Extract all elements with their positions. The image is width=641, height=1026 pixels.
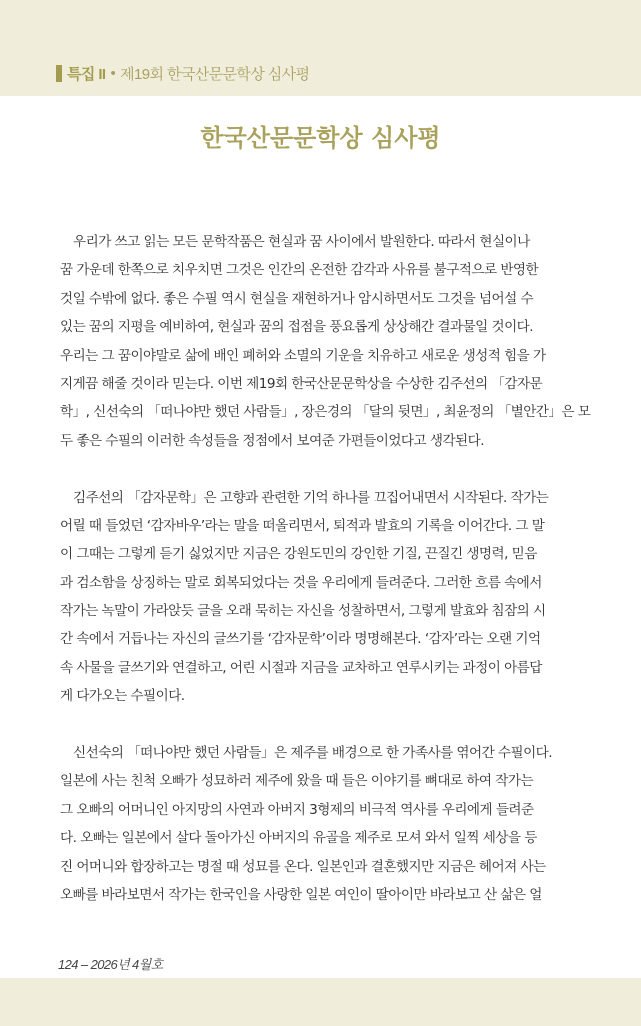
paragraph-1 <box>60 228 590 455</box>
paragraph-3 <box>60 739 590 909</box>
text-line: 우리가 쓰고 읽는 모든 문학작품은 현실과 꿈 사이에서 발원한다. 따라서 현실이나 <box>60 234 530 250</box>
page-footer <box>58 954 163 973</box>
text-line: 이 그때는 그렇게 듣기 싫었지만 지금은 강원도민의 강인한 기질, 끈질긴 생명력, 믿음 <box>60 546 537 563</box>
text-line: 꿈 가운데 한쪽으로 치우치면 그것은 인간의 온전한 감각과 사유를 불구적으로 반영한 <box>60 262 539 279</box>
section-category: 특집 II <box>67 66 106 83</box>
footer-separator: – <box>80 957 88 972</box>
section-label <box>56 63 309 84</box>
text-line: 학」, 신선숙의 「떠나야만 했던 사람들」, 장은경의 「달의 뒷면」, 최윤정의 「별안간」은 모 <box>60 404 591 421</box>
section-subtitle: 제19회 한국산문문학상 심사평 <box>120 66 310 83</box>
text-line: 진 어머니와 합장하고는 명절 때 성묘를 온다. 일본인과 결혼했지만 지금은 헤어져 사는 <box>60 858 546 875</box>
text-line: 두 좋은 수필의 이러한 속성들을 정점에서 보여준 가편들이었다고 생각된다. <box>60 432 484 449</box>
text-line: 오빠를 바라보면서 작가는 한국인을 사랑한 일본 여인이 딸아이만 바라보고 산 삶은 얼 <box>60 886 542 903</box>
paragraph-2 <box>60 484 590 711</box>
text-line: 다. 오빠는 일본에서 살다 돌아가신 아버지의 유골을 제주로 모셔 와서 일찍 세상을 등 <box>60 830 537 847</box>
text-line: 일본에 사는 친척 오빠가 성묘하러 제주에 왔을 때 들은 이야기를 뼈대로 하여 작가는 <box>60 773 534 790</box>
section-marker-bar <box>56 65 62 82</box>
text-line: 게 다가오는 수필이다. <box>60 688 185 705</box>
page-title: 한국산문문학상 심사평 <box>200 124 441 152</box>
text-line: 속 사물을 글쓰기와 연결하고, 어린 시절과 지금을 교차하고 연루시키는 과정이 아름답 <box>60 659 542 676</box>
section-separator: • <box>110 65 116 82</box>
issue-label: 2026년 4월호 <box>90 957 163 972</box>
text-line: 김주선의 「감자문학」은 고향과 관련한 기억 하나를 끄집어내면서 시작된다. 작가는 <box>60 489 549 506</box>
text-line: 있는 꿈의 지평을 예비하여, 현실과 꿈의 접점을 풍요롭게 상상해간 결과물일 것이다. <box>60 319 534 336</box>
text-line: 작가는 녹말이 가라앉듯 글을 오래 묵히는 자신을 성찰하면서, 그렇게 발효와 침잠의 시 <box>60 603 546 620</box>
text-line: 것일 수밖에 없다. 좋은 수필 역시 현실을 재현하거나 암시하면서도 그것을 넘어설 수 <box>60 290 534 307</box>
text-line: 과 검소함을 상징하는 말로 회복되었다는 것을 우리에게 들려준다. 그러한 흐름 속에서 <box>60 574 542 591</box>
text-line: 어릴 때 들었던 ‘감자바우’라는 말을 떠올리면서, 퇴적과 발효의 기록을 이어간다. 그 말 <box>60 517 545 534</box>
page-number: 124 <box>58 957 78 972</box>
text-line: 신선숙의 「떠나야만 했던 사람들」은 제주를 배경으로 한 가족사를 엮어간 수필이다. <box>60 745 553 762</box>
text-line: 지게끔 해줄 것이라 믿는다. 이번 제19회 한국산문문학상을 수상한 김주선의 「감자문 <box>60 375 543 392</box>
article-body <box>60 228 590 909</box>
text-line: 간 속에서 거듭나는 자신의 글쓰기를 ‘감자문학’이라 명명해본다. ‘감자’라는 오랜 기억 <box>60 631 541 648</box>
paragraph-gap <box>60 455 590 483</box>
paragraph-gap <box>60 711 590 739</box>
text-line: 그 오빠의 어머니인 아지망의 사연과 아버지 3형제의 비극적 역사를 우리에게 들려준 <box>60 801 534 818</box>
footer-band <box>0 978 641 1026</box>
text-line: 우리는 그 꿈이야말로 삶에 배인 폐허와 소멸의 기운을 치유하고 새로운 생성적 힘을 가 <box>60 347 546 364</box>
